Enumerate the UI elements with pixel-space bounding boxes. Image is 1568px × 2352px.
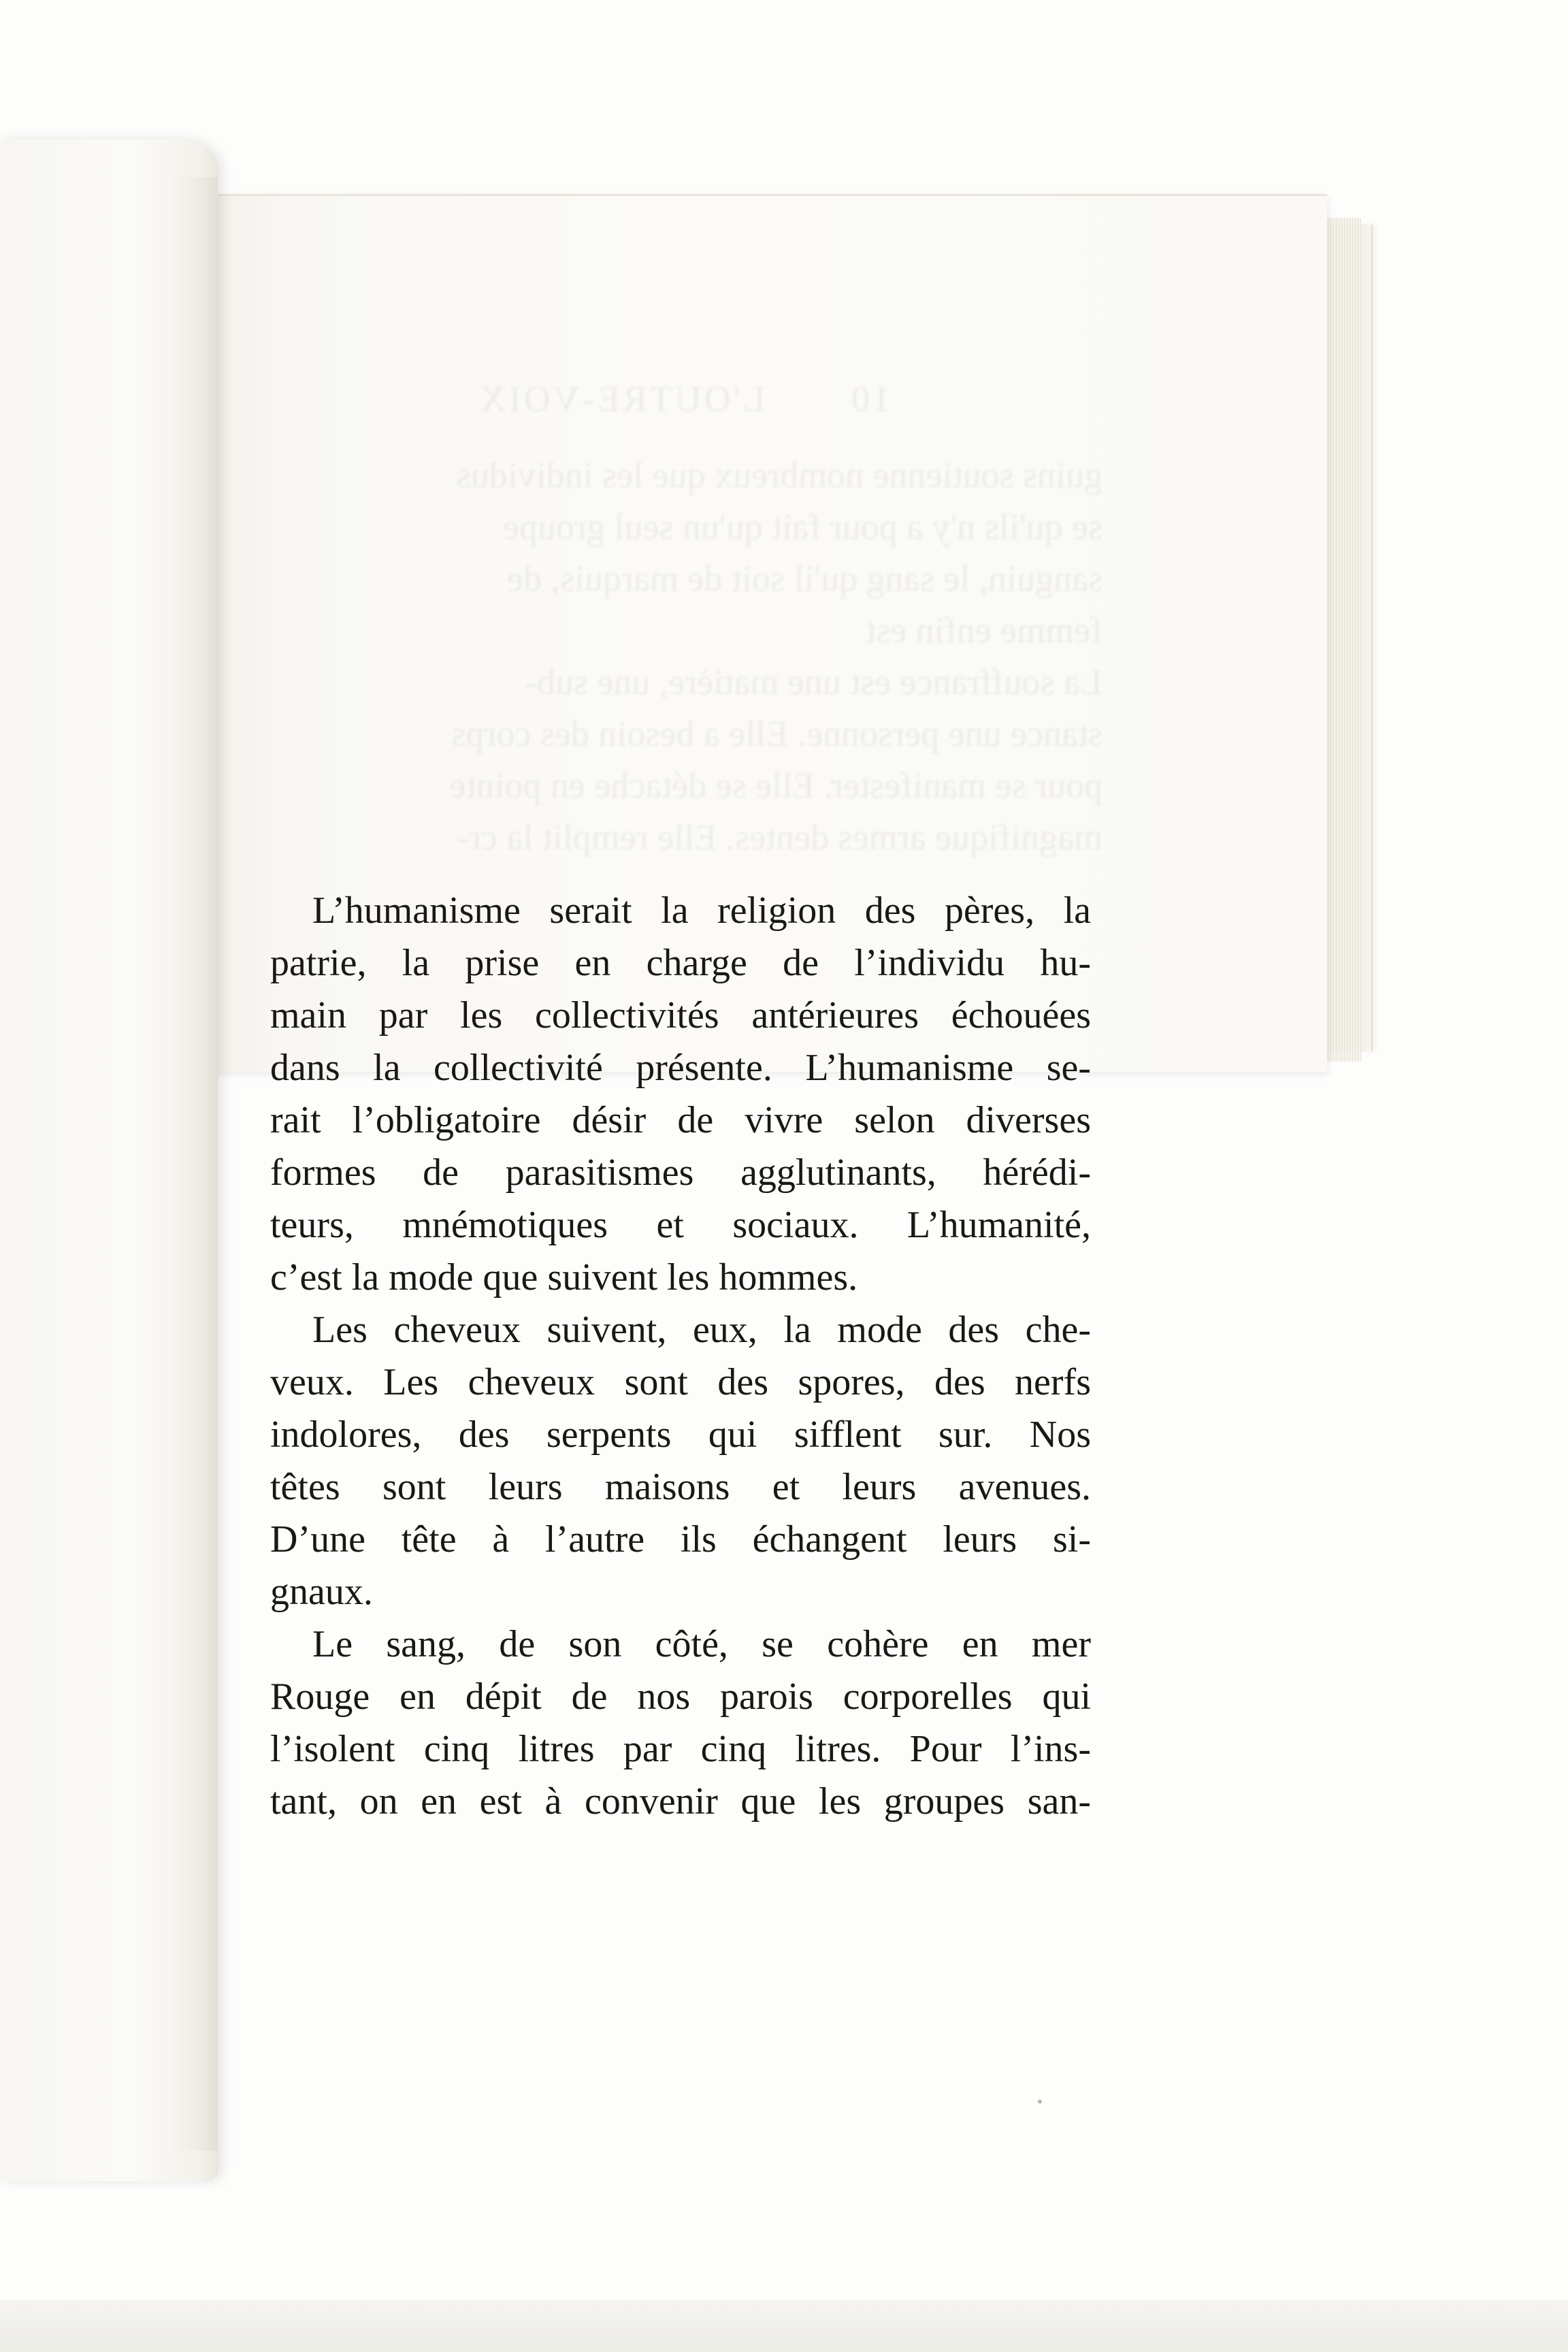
paragraph bbox=[270, 885, 1091, 1304]
table-surface bbox=[0, 2300, 1568, 2352]
text-line: main par les collectivités antérieures échouées bbox=[270, 994, 1091, 1036]
text-line: tant, on en est à convenir que les groupes san- bbox=[270, 1780, 1091, 1823]
paragraph bbox=[270, 1304, 1091, 1618]
paragraph bbox=[270, 1618, 1091, 1828]
text-line: c’est la mode que suivent les hommes. bbox=[270, 1256, 858, 1298]
text-line: l’isolent cinq litres par cinq litres. Pour l’ins- bbox=[270, 1728, 1091, 1770]
show-through-text: guins soutienne nombreux que les individus se qu'ils n'y a pour fait qu'un seul groupe sanguin, le sang qu'il soit de marquis, de femme enfin est La souffrance est une matière, une sub- stance une personne. Elle a besoin des corps pour se manifester. Elle se détache en pointe magnifique armes dentes. Elle remplit la cr- bbox=[449, 455, 1102, 858]
text-line: formes de parasitismes agglutinants, hérédi- bbox=[270, 1152, 1091, 1194]
text-line: D’une tête à l’autre ils échangent leurs si- bbox=[270, 1518, 1091, 1561]
text-line: dans la collectivité présente. L’humanisme se- bbox=[270, 1047, 1091, 1089]
text-line: teurs, mnémotiques et sociaux. L’humanité, bbox=[270, 1204, 1091, 1246]
text-line: Le sang, de son côté, se cohère en mer bbox=[312, 1623, 1091, 1665]
text-line: veux. Les cheveux sont des spores, des nerfs bbox=[270, 1361, 1091, 1403]
text-line: rait l’obligatoire désir de vivre selon diverses bbox=[270, 1099, 1091, 1141]
text-line: Les cheveux suivent, eux, la mode des che- bbox=[312, 1309, 1091, 1351]
text-line: Rouge en dépit de nos parois corporelles qui bbox=[270, 1676, 1091, 1718]
show-through-header: 10 L'OUTRE-VOIX bbox=[476, 378, 892, 419]
text-line: gnaux. bbox=[270, 1571, 373, 1613]
text-line: indolores, des serpents qui sifflent sur. Nos bbox=[270, 1414, 1091, 1456]
page-text bbox=[270, 885, 1091, 1828]
text-line: patrie, la prise en charge de l’individu hu- bbox=[270, 942, 1091, 984]
left-page-shade bbox=[170, 177, 218, 2151]
paper-speck bbox=[1038, 2100, 1042, 2104]
text-line: L’humanisme serait la religion des pères, la bbox=[312, 889, 1091, 932]
text-line: têtes sont leurs maisons et leurs avenues. bbox=[270, 1466, 1091, 1508]
